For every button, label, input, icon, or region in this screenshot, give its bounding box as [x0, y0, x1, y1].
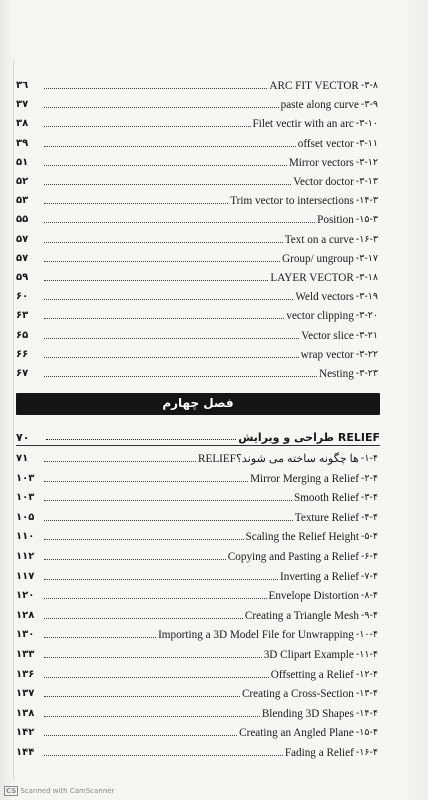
toc-entry-code: -٢٠-٣: [355, 310, 378, 322]
toc-entry: [16, 446, 378, 465]
toc-entry-page-number: ١٠۵: [16, 511, 35, 523]
toc-entry: [16, 92, 378, 111]
toc-entry-page-number: ١٠٣: [16, 492, 35, 504]
toc-entry-page-number: ۶۶: [16, 348, 29, 360]
toc-entry-page-number: ۶۵: [16, 329, 29, 341]
toc-entry-title: Vector doctor: [293, 176, 354, 188]
toc-entry-code: -١٩-٣: [355, 291, 378, 303]
toc-entry-leader-dots: [44, 375, 317, 377]
toc-entry-page-number: ١١٠: [16, 531, 35, 543]
toc-entry-page-number: ۶٣: [16, 310, 29, 322]
toc-entry-page-number: ۵٩: [16, 272, 29, 283]
toc-entry-code: -٧-۴: [360, 570, 378, 582]
toc-entry: [16, 622, 378, 641]
toc-entry: [16, 131, 378, 150]
toc-entry: [16, 169, 378, 188]
toc-entry-leader-dots: [44, 241, 283, 243]
toc-entry-code: -١٧-٣: [355, 252, 378, 264]
toc-entry-leader-dots: [44, 597, 267, 599]
toc-entry-leader-dots: [44, 519, 293, 521]
toc-entry: [16, 701, 378, 720]
toc-entry: [16, 361, 378, 380]
toc-entry-code: -۵-۴: [360, 531, 378, 543]
section-page-number: ٧٠: [16, 431, 30, 444]
toc-entry-leader-dots: [44, 221, 315, 223]
toc-entry: [16, 662, 378, 681]
toc-entry-page-number: ١٣٨: [16, 707, 35, 719]
toc-entry: [16, 188, 378, 207]
toc-entry-code: -١٠-٣: [355, 118, 378, 130]
toc-entry: [16, 284, 378, 303]
toc-entry-leader-dots: [44, 106, 279, 108]
toc-entry-title: Fading a Relief: [284, 747, 354, 759]
chapter-heading-bar: [16, 393, 380, 415]
toc-entry-code: -١۴-٣: [355, 195, 378, 207]
toc-entry-title: Mirror Merging a Relief: [250, 472, 359, 485]
toc-entry-title: wrap vector: [300, 348, 354, 361]
toc-entry-title: Group/ ungroup: [282, 252, 354, 265]
toc-entry-code: -١٣-٣: [355, 176, 378, 187]
toc-entry-leader-dots: [44, 636, 156, 638]
toc-entry-page-number: ۵۵: [16, 214, 29, 226]
chapter-heading-label: فصل چهارم: [162, 396, 234, 410]
toc-entry-title: vector clipping: [286, 310, 354, 323]
camscanner-badge: CS: [6, 787, 17, 795]
toc-entry-page-number: ٣٦: [16, 80, 29, 91]
toc-entry-title: Position: [317, 214, 354, 227]
toc-entry-page-number: ۶٧: [16, 368, 29, 379]
toc-entry-title: Filet vectir with an arc: [252, 118, 354, 131]
toc-entry-title: RELIEFها چگونه ساخته می شوند؟: [198, 453, 359, 465]
toc-entry: [16, 207, 378, 226]
toc-entry-leader-dots: [44, 125, 251, 127]
toc-entry: [16, 544, 378, 563]
toc-entry-title: LAYER VECTOR: [270, 272, 354, 284]
toc-entry-code: -٨-٣: [360, 80, 378, 91]
toc-entry-title: Trim vector to intersections: [230, 195, 354, 208]
toc-entry-title: paste along curve: [280, 99, 359, 112]
toc-entry-leader-dots: [44, 145, 296, 147]
toc-entry-leader-dots: [44, 356, 299, 358]
toc-entry-leader-dots: [44, 260, 280, 262]
toc-entry-code: -١١-۴: [355, 649, 378, 660]
toc-entry-code: -١۶-۴: [355, 747, 378, 758]
toc-entry-title: Smooth Relief: [293, 492, 359, 505]
toc-entry-leader-dots: [44, 337, 299, 339]
toc-entry-title: Inverting a Relief: [280, 570, 359, 583]
toc-entry-title: Blending 3D Shapes: [261, 707, 354, 720]
toc-entry-title: Nesting: [318, 368, 354, 380]
toc-entry-code: -١-۴: [360, 453, 378, 464]
toc-entry-code: -٨-۴: [360, 590, 378, 602]
section-title: طراحی و ویرایش RELIEF: [238, 431, 380, 444]
toc-entry-code: -٢٢-٣: [355, 348, 378, 360]
toc-entry-leader-dots: [44, 298, 293, 300]
toc-entry: [16, 323, 378, 342]
toc-entry-code: -١١-٣: [355, 137, 378, 149]
toc-entry-code: -١۵-۴: [355, 727, 378, 739]
toc-entry-page-number: ٧١: [16, 453, 29, 464]
toc-entry-leader-dots: [44, 317, 284, 319]
page-edge-line: [13, 60, 14, 780]
toc-entry: [16, 150, 378, 169]
toc-entry-leader-dots: [44, 460, 196, 462]
toc-entry-code: -٢١-٣: [355, 329, 378, 341]
toc-entry-title: Scaling the Relief Height: [245, 531, 359, 544]
toc-entry-code: -١٢-۴: [355, 668, 378, 680]
toc-entry-title: Text on a curve: [284, 233, 354, 246]
toc-entry-page-number: ۵٧: [16, 252, 29, 264]
camscanner-text: Scanned with CamScanner: [20, 787, 115, 795]
toc-entry-leader-dots: [44, 279, 268, 281]
section-heading-row: [16, 424, 380, 444]
toc-entry: [16, 740, 378, 759]
toc-entry-title: Offsetting a Relief: [270, 668, 354, 681]
toc-entry-leader-dots: [44, 734, 237, 736]
toc-entry: [16, 720, 378, 739]
toc-entry: [16, 303, 378, 322]
toc-entry-title: 3D Clipart Example: [263, 649, 354, 661]
toc-entry-page-number: ١٠٣: [16, 472, 35, 484]
toc-entry-leader-dots: [44, 202, 228, 204]
toc-entry-title: Weld vectors: [295, 291, 354, 304]
toc-entry-code: -٩-٣: [360, 99, 378, 111]
toc-entry: [16, 73, 378, 92]
toc-entry-page-number: ۶٠: [16, 291, 29, 303]
toc-entry: [16, 265, 378, 284]
toc-entry-code: -۴-۴: [360, 511, 378, 523]
section-leader-dots: [46, 439, 236, 440]
toc-entry-page-number: ١٣٠: [16, 629, 35, 641]
toc-entry-title: Mirror vectors: [288, 156, 354, 169]
toc-entry-leader-dots: [44, 695, 240, 697]
toc-entry: [16, 505, 378, 524]
toc-entry-title: Creating a Triangle Mesh: [244, 609, 359, 622]
toc-entry-title: Importing a 3D Model File for Unwrapping: [158, 629, 354, 642]
toc-entry-title: offset vector: [297, 137, 354, 150]
toc-entry: [16, 227, 378, 246]
toc-entry-leader-dots: [44, 676, 269, 678]
toc-entry-page-number: ١٣٣: [16, 649, 35, 660]
toc-entry-page-number: ١١٢: [16, 551, 35, 562]
toc-entry-code: -١٢-٣: [355, 156, 378, 168]
toc-entry-code: -٩-۴: [360, 609, 378, 621]
toc-entry-page-number: ١٣۶: [16, 668, 35, 680]
toc-entry-code: -٢-۴: [360, 472, 378, 484]
toc-entry: [16, 564, 378, 583]
toc-entry-code: -١۶-٣: [355, 233, 378, 245]
toc-entry-code: -٣-۴: [360, 492, 378, 504]
toc-entry-leader-dots: [44, 538, 244, 540]
toc-entry-code: -١۵-٣: [355, 214, 378, 226]
toc-entry: [16, 642, 378, 661]
toc-entry-page-number: ١۴۴: [16, 747, 35, 758]
toc-entry-page-number: ۵٣: [16, 195, 29, 207]
toc-entry-page-number: ٣٧: [16, 99, 29, 111]
toc-entry: [16, 111, 378, 130]
toc-entry-leader-dots: [44, 164, 287, 166]
toc-entry-leader-dots: [44, 480, 248, 482]
toc-entry-title: Texture Relief: [294, 511, 359, 524]
toc-entry-leader-dots: [44, 715, 260, 717]
toc-entry: [16, 466, 378, 485]
toc-entry-page-number: ٣٩: [16, 137, 29, 149]
toc-entry-title: Vector slice: [301, 329, 354, 342]
toc-entry: [16, 583, 378, 602]
toc-entry-leader-dots: [44, 183, 291, 185]
toc-entry-page-number: ١٢٨: [16, 609, 35, 621]
toc-entry-leader-dots: [44, 499, 292, 501]
scanner-footer: [4, 786, 114, 796]
toc-entry: [16, 246, 378, 265]
toc-entry-code: -٢٣-٣: [355, 368, 378, 379]
toc-entry-title: Copying and Pasting a Relief: [227, 551, 359, 563]
toc-entry-page-number: ۵٢: [16, 176, 29, 187]
toc-entry-page-number: ۵١: [16, 156, 29, 168]
toc-entry-page-number: ١٣٧: [16, 688, 35, 700]
toc-entry: [16, 524, 378, 543]
toc-entry: [16, 603, 378, 622]
toc-entry-title: Envelope Distortion: [268, 590, 359, 603]
toc-entry-leader-dots: [44, 87, 267, 89]
toc-entry-code: -١۴-۴: [355, 707, 378, 719]
toc-entry-page-number: ١٢٠: [16, 590, 35, 602]
toc-entry-page-number: ٣٨: [16, 118, 29, 130]
toc-entry-page-number: ۵٧: [16, 233, 29, 245]
toc-entry-leader-dots: [44, 754, 283, 756]
toc-entry-title: ARC FIT VECTOR: [269, 80, 359, 92]
toc-entry: [16, 681, 378, 700]
toc-entry-code: -١٣-۴: [355, 688, 378, 700]
toc-entry-title: Creating a Cross-Section: [241, 688, 354, 701]
toc-entry-code: -١٨-٣: [355, 272, 378, 283]
toc-entry-leader-dots: [44, 656, 262, 658]
toc-entry-leader-dots: [44, 578, 278, 580]
toc-entry-code: -۶-۴: [360, 551, 378, 562]
toc-entry-leader-dots: [44, 558, 226, 560]
toc-entry-page-number: ١۴٢: [16, 727, 35, 739]
toc-entry-code: -١٠-۴: [355, 629, 378, 641]
toc-entry-title: Creating an Angled Plane: [239, 727, 354, 740]
toc-entry: [16, 485, 378, 504]
toc-entry: [16, 342, 378, 361]
toc-entry-leader-dots: [44, 617, 243, 619]
toc-entry-page-number: ١١٧: [16, 570, 35, 582]
